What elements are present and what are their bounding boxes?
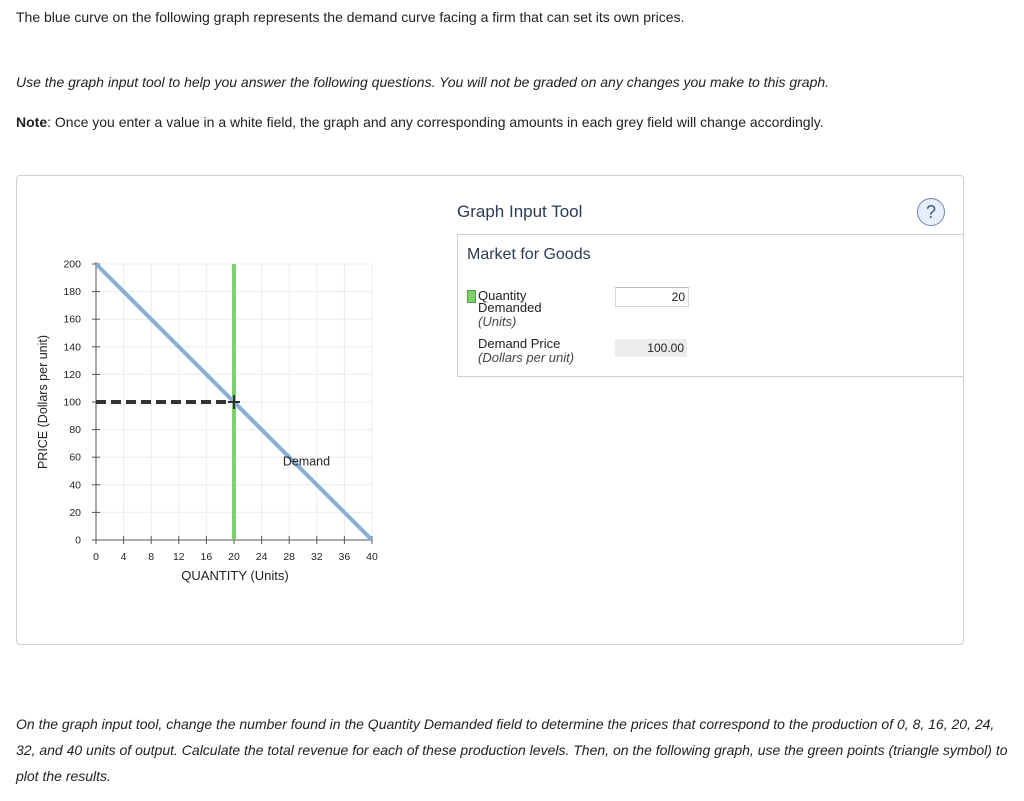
y-tick-label: 20 (69, 506, 81, 519)
quantity-label-line2: Demanded (478, 300, 542, 315)
price-unit: (Dollars per unit) (478, 350, 575, 365)
quantity-color-swatch (467, 290, 476, 303)
demand-chart[interactable] (17, 176, 417, 616)
y-axis-label: PRICE (Dollars per unit) (36, 334, 50, 470)
note-text (16, 114, 824, 130)
y-tick-label: 40 (69, 479, 81, 492)
x-tick-label: 40 (366, 551, 378, 563)
y-tick-label: 120 (63, 368, 81, 381)
x-tick-label: 20 (228, 551, 240, 563)
y-tick-label: 180 (63, 286, 81, 299)
note-label: Note (16, 114, 48, 130)
quantity-demanded-input[interactable] (615, 287, 689, 307)
quantity-label-line1: Quantity (478, 288, 527, 303)
y-tick-label: 160 (63, 313, 81, 326)
y-tick-label: 200 (63, 258, 81, 271)
price-label-text: Demand Price (478, 336, 561, 351)
y-tick-label: 0 (75, 534, 81, 547)
market-title: Market for Goods (467, 246, 591, 263)
graph-panel (16, 175, 964, 645)
y-tick-label: 100 (63, 396, 81, 409)
instruction-text: Use the graph input tool to help you answer the following questions. You will not be graded on any changes you make to this graph. (16, 74, 830, 90)
graph-input-tool (457, 234, 963, 377)
x-tick-label: 36 (338, 551, 351, 563)
note-body: : Once you enter a value in a white field, the graph and any corresponding amounts in each grey field will change accordingly. (47, 114, 824, 130)
x-tick-label: 32 (310, 551, 323, 563)
graph-input-tool-title: Graph Input Tool (457, 202, 583, 221)
intro-text: The blue curve on the following graph represents the demand curve facing a firm that can set its own prices. (16, 9, 685, 25)
bottom-instruction-text: On the graph input tool, change the number found in the Quantity Demanded field to determine the prices that correspond to the production of 0, 8, 16, 20, 24, 32, and 40 units of output. Calculate the total revenue for each of these production levels. Then, on the following graph, use the green points (triangle symbol) to plot the results. (16, 716, 1008, 784)
x-tick-label: 0 (93, 551, 99, 563)
demand-curve-label: Demand (282, 454, 331, 469)
x-tick-label: 8 (148, 551, 155, 563)
quantity-demanded-label (478, 290, 542, 328)
demand-price-field: 100.00 (615, 339, 687, 357)
x-tick-label: 4 (120, 551, 127, 563)
x-tick-label: 12 (172, 551, 185, 563)
y-tick-label: 60 (69, 451, 81, 464)
demand-price-label (478, 338, 574, 364)
x-axis-label: QUANTITY (Units) (181, 568, 289, 583)
x-tick-label: 24 (255, 551, 268, 563)
quantity-unit: (Units) (478, 314, 517, 329)
y-tick-label: 140 (63, 341, 81, 354)
help-icon[interactable]: ? (917, 198, 945, 226)
x-tick-label: 28 (283, 551, 296, 563)
x-tick-label: 16 (200, 551, 213, 563)
y-tick-label: 80 (69, 424, 81, 437)
